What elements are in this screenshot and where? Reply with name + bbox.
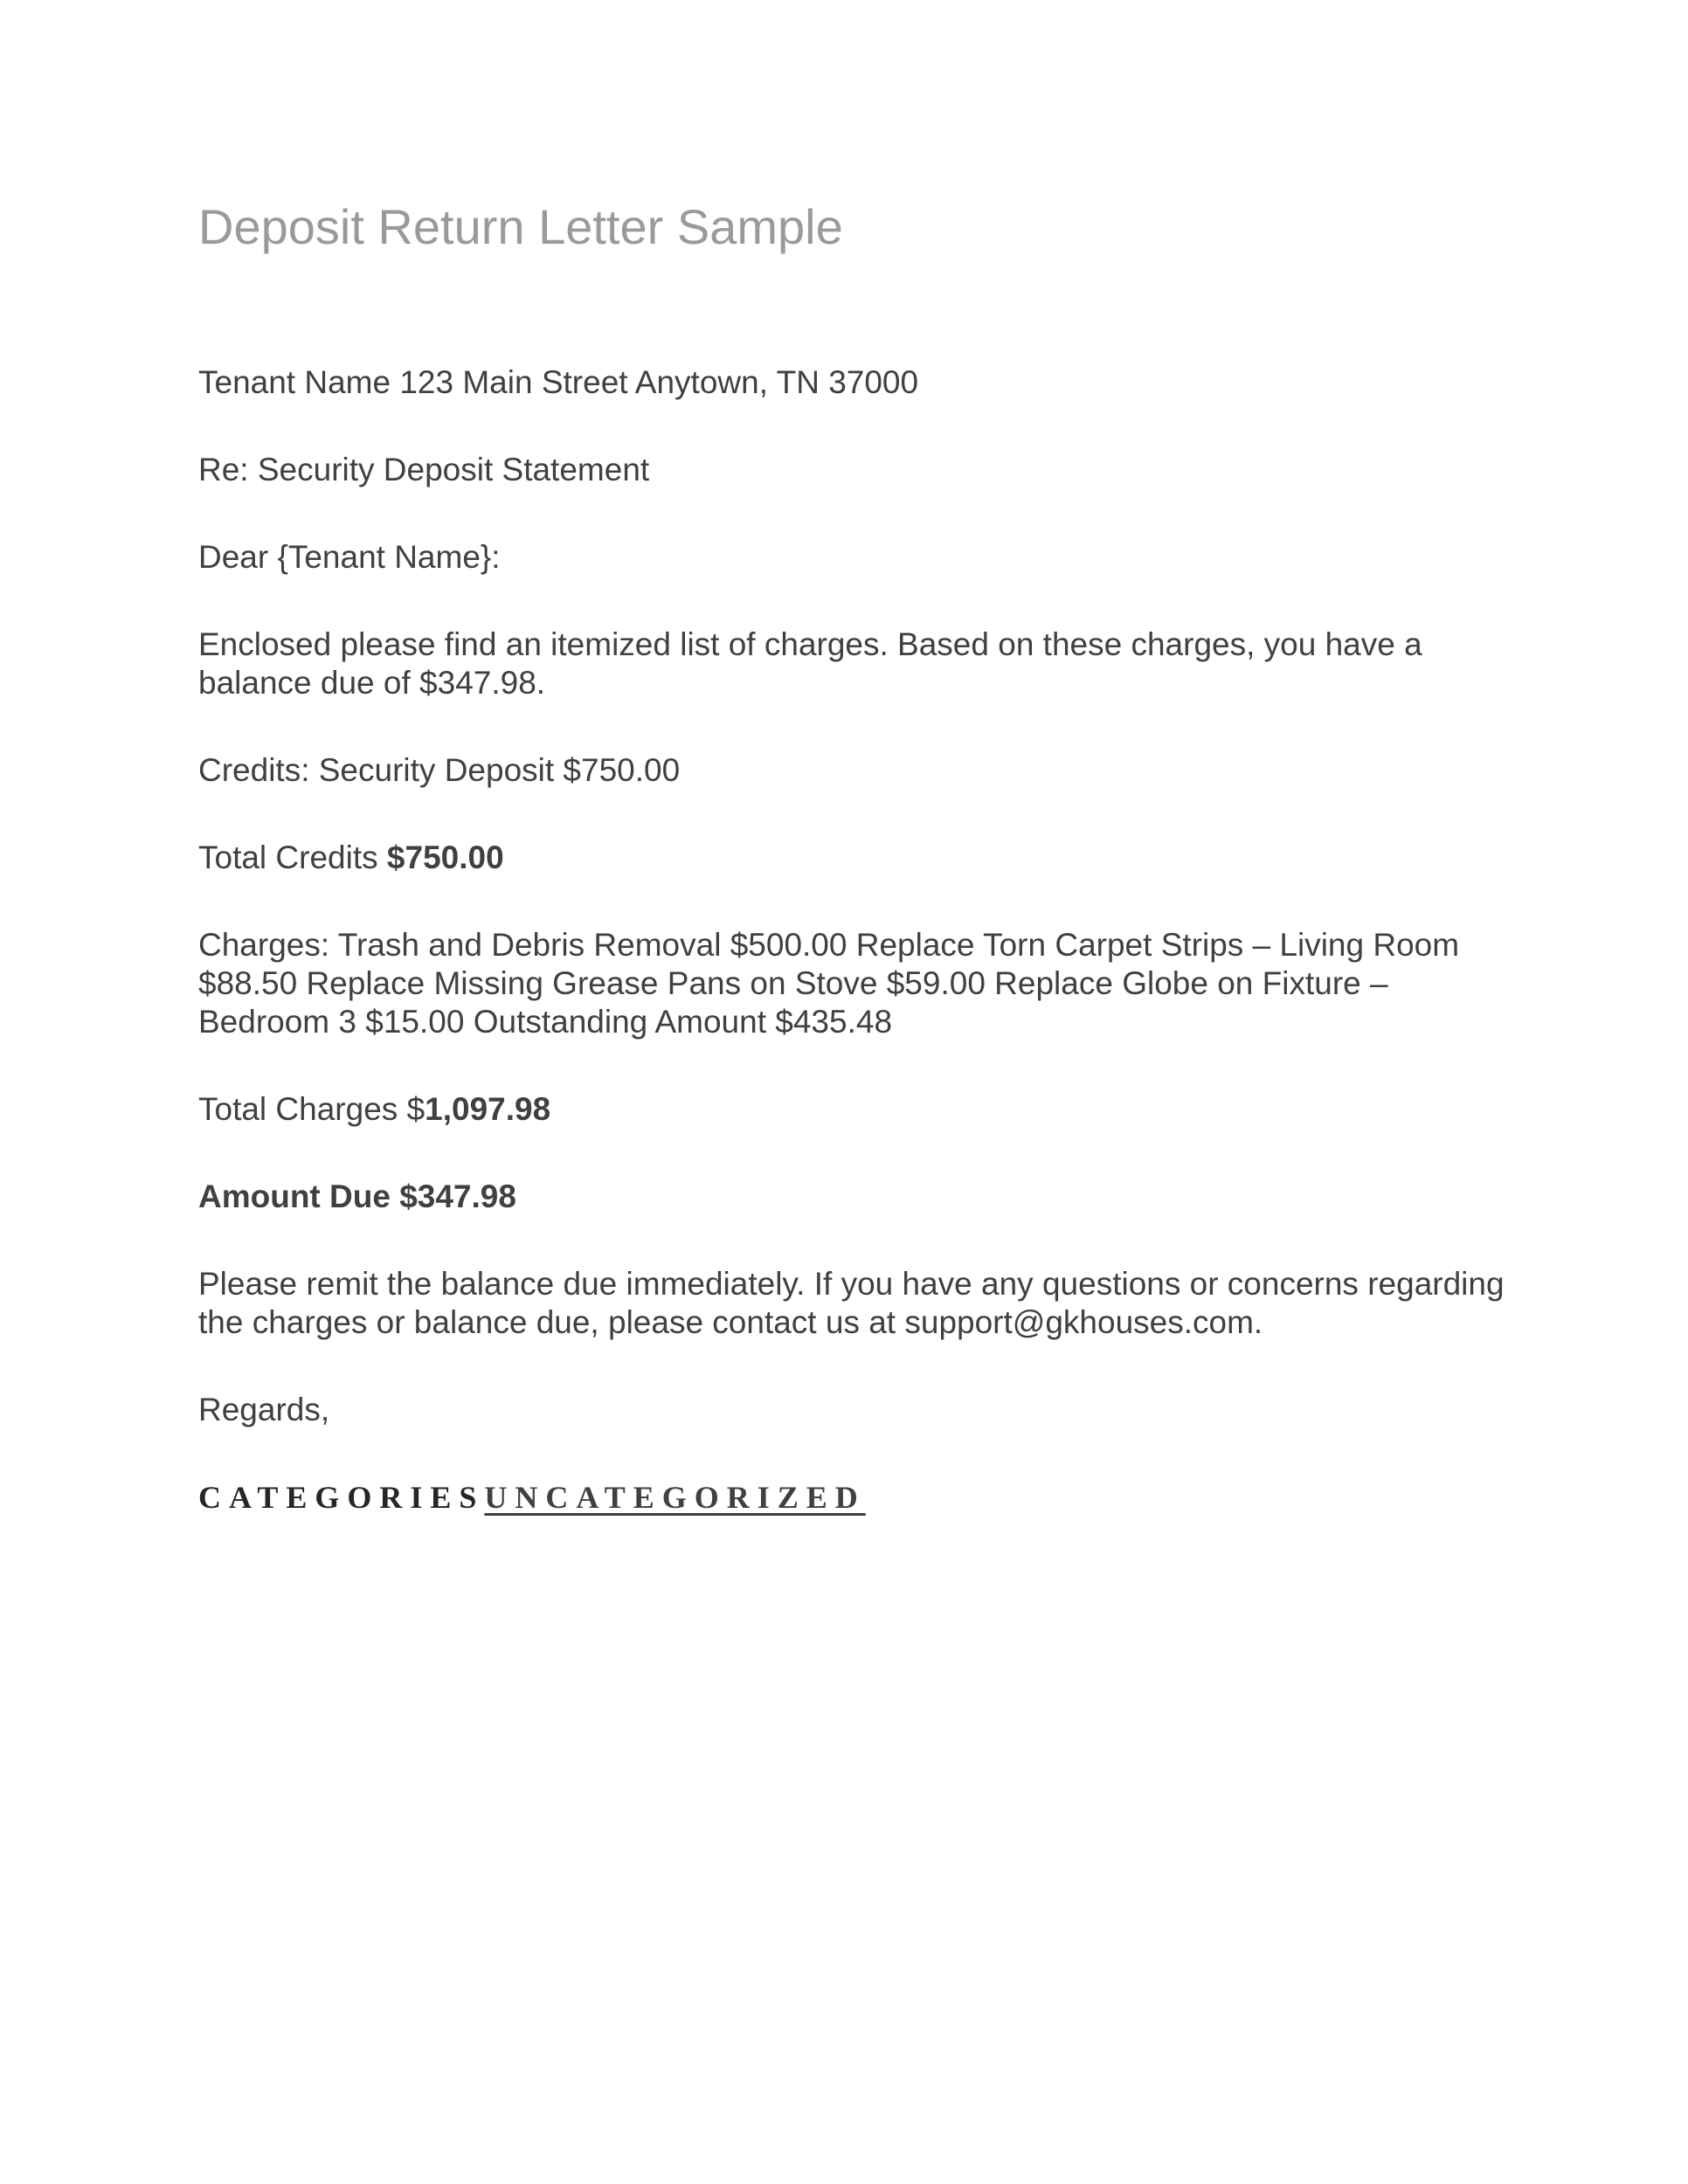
closing-paragraph: Please remit the balance due immediately. If you have any questions or concerns regarding the charges or balance due, please contact us at support@gkhouses.com.	[198, 1266, 1505, 1340]
charges-paragraph: Charges: Trash and Debris Removal $500.00 Replace Torn Carpet Strips – Living Room $88.50 Replace Missing Grease Pans on Stove $59.00 Replace Globe on Fixture – Bedroom 3 $15.00 Outstanding Amount $435.48	[198, 927, 1460, 1040]
intro-paragraph: Enclosed please find an itemized list of charges. Based on these charges, you have a balance due of $347.98.	[198, 626, 1422, 701]
page-title: Deposit Return Letter Sample	[198, 199, 843, 254]
credits-line: Credits: Security Deposit $750.00	[198, 752, 681, 788]
sign-off: Regards,	[198, 1392, 330, 1427]
categories-row	[198, 1478, 866, 1517]
salutation: Dear {Tenant Name}:	[198, 539, 501, 575]
total-charges-line	[198, 1090, 1518, 1129]
tenant-address: Tenant Name 123 Main Street Anytown, TN 37000	[198, 364, 919, 400]
total-credits-line	[198, 839, 1518, 877]
total-credits-label: Total Credits	[198, 840, 387, 875]
total-charges-label: Total Charges $	[198, 1091, 425, 1127]
re-line: Re: Security Deposit Statement	[198, 452, 650, 487]
total-charges-value: 1,097.98	[425, 1091, 551, 1127]
amount-due-line: Amount Due $347.98	[198, 1178, 516, 1214]
total-credits-value: $750.00	[386, 840, 504, 875]
uncategorized-link[interactable]: UNCATEGORIZED	[484, 1480, 866, 1515]
categories-label: CATEGORIES	[198, 1480, 485, 1515]
letter-page	[198, 197, 1518, 1515]
